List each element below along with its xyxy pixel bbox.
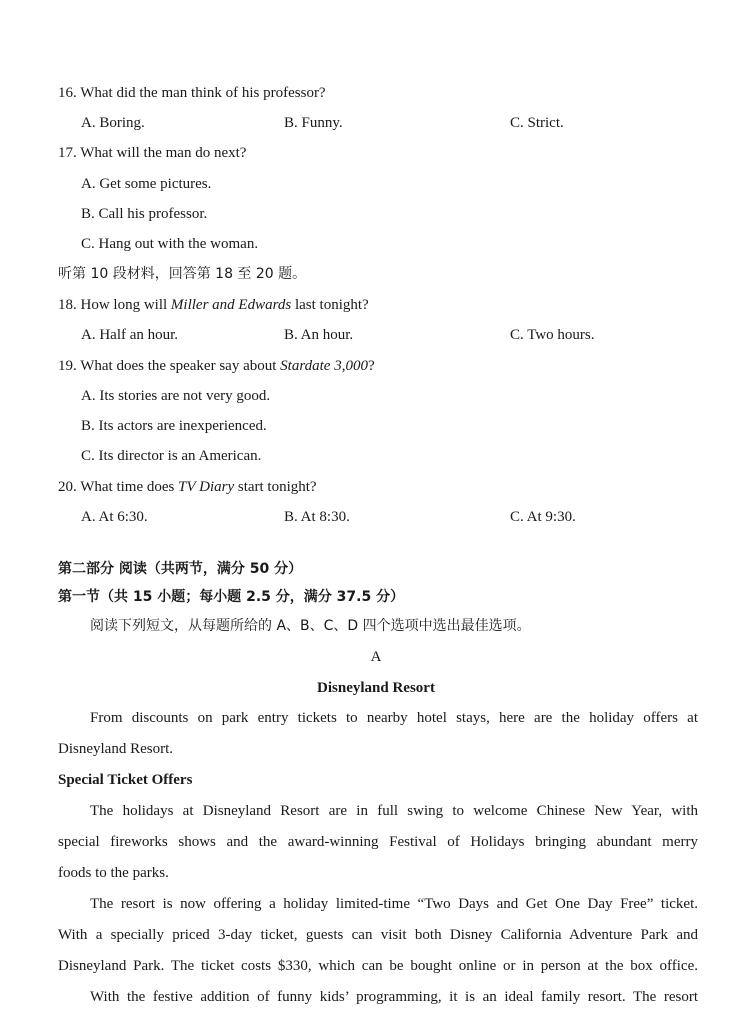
listening-section-note: 听第 10 段材料，回答第 18 至 20 题。 [58,266,307,282]
question-20-stem-text: 20. What time does [58,479,179,495]
intro-line-1: From discounts on park entry tickets to nearby hotel stays, here are the holiday offers at [90,710,698,726]
question-17-option-a: A. Get some pictures. [81,176,212,192]
question-18-stem [58,295,369,315]
question-19-option-b: B. Its actors are inexperienced. [81,418,267,434]
question-20-stem [58,477,317,497]
subheading: Special Ticket Offers [58,772,193,788]
section1-heading: 第一节（共 15 小题；每小题 2.5 分，满分 37.5 分） [58,589,405,605]
question-16-option-c: C. Strict. [510,115,564,131]
passage-title: Disneyland Resort [317,680,435,696]
para2-line-2: With a specially priced 3-day ticket, guests can visit both Disney California Adventure Park and [58,927,698,943]
question-20-option-a: A. At 6:30. [81,509,148,525]
para1-line-3: foods to the parks. [58,865,169,881]
question-16-option-b: B. Funny. [284,115,343,131]
question-19-stem-end: ? [367,358,375,374]
question-19-option-c: C. Its director is an American. [81,448,262,464]
question-19-stem-text: 19. What does the speaker say about [58,358,281,374]
part2-heading: 第二部分 阅读（共两节，满分 50 分） [58,561,303,577]
question-17-option-b: B. Call his professor. [81,206,208,222]
question-16-option-a: A. Boring. [81,115,145,131]
para2-line-1: The resort is now offering a holiday limited-time “Two Days and Get One Day Free” ticket. [90,896,698,912]
question-18-option-c: C. Two hours. [510,327,595,343]
question-18-option-a: A. Half an hour. [81,327,179,343]
question-19-option-a: A. Its stories are not very good. [81,388,271,404]
question-20-option-c: C. At 9:30. [510,509,576,525]
para1-line-2: special fireworks shows and the award-winning Festival of Holidays bringing abundant merry [58,834,698,850]
question-18-stem-end: last tonight? [291,297,369,313]
question-19-stem-title: Stardate 3,000 [280,358,368,374]
question-18-stem-title: Miller and Edwards [170,297,292,313]
reading-instruction: 阅读下列短文，从每题所给的 A、B、C、D 四个选项中选出最佳选项。 [90,618,531,634]
para1-line-1: The holidays at Disneyland Resort are in full swing to welcome Chinese New Year, with [90,803,698,819]
question-17-stem: 17. What will the man do next? [58,145,247,161]
question-17-option-c: C. Hang out with the woman. [81,236,259,252]
para3-line-1: With the festive addition of funny kids’ programming, it is an ideal family resort. The resort [90,989,698,1005]
question-20-option-b: B. At 8:30. [284,509,350,525]
passage-letter: A [370,649,382,665]
question-16-stem: 16. What did the man think of his professor? [58,85,326,101]
question-19-stem [58,356,375,376]
para2-line-3: Disneyland Park. The ticket costs $330, which can be bought online or in person at the box office. [58,958,698,974]
question-18-stem-text: 18. How long will [58,297,171,313]
intro-line-2: Disneyland Resort. [58,741,173,757]
question-18-option-b: B. An hour. [284,327,354,343]
question-20-stem-end: start tonight? [234,479,317,495]
question-20-stem-title: TV Diary [178,479,235,495]
